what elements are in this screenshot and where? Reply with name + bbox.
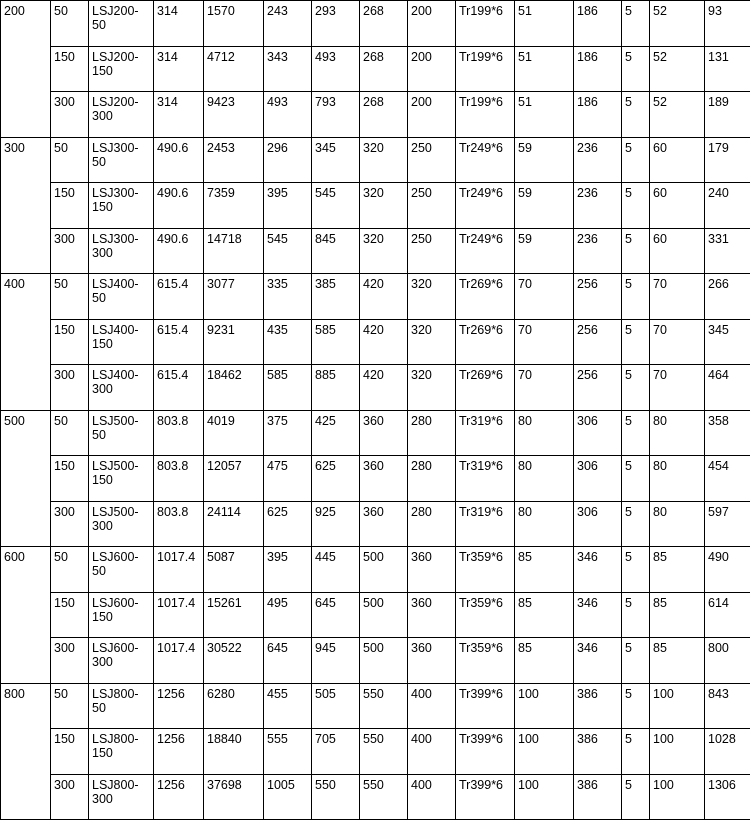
cell-weight: 266	[705, 274, 750, 320]
cell-weight: 800	[705, 638, 750, 684]
cell-area: 615.4	[154, 365, 204, 411]
cell-dim_e: 51	[515, 1, 574, 47]
cell-dim_d: 320	[408, 274, 456, 320]
cell-dim_e: 100	[515, 683, 574, 729]
cell-dim_f: 346	[574, 547, 622, 593]
cell-len_b: 705	[312, 729, 360, 775]
cell-stroke: 50	[51, 274, 89, 320]
cell-dim_g: 5	[622, 46, 650, 92]
cell-dim_c: 500	[360, 547, 408, 593]
cell-weight: 189	[705, 92, 750, 138]
cell-dim_e: 100	[515, 774, 574, 820]
cell-dim_e: 59	[515, 183, 574, 229]
cell-weight: 358	[705, 410, 750, 456]
cell-len_a: 395	[264, 547, 312, 593]
cell-thread: Tr319*6	[456, 501, 515, 547]
cell-dim_d: 250	[408, 228, 456, 274]
cell-model: LSJ600-300	[89, 638, 154, 684]
cell-dim_c: 268	[360, 92, 408, 138]
table-row	[1, 319, 750, 365]
cell-dim_h: 100	[650, 683, 705, 729]
cell-dim_f: 236	[574, 183, 622, 229]
cell-len_b: 445	[312, 547, 360, 593]
cell-weight: 331	[705, 228, 750, 274]
cell-dim_f: 236	[574, 137, 622, 183]
cell-model: LSJ600-50	[89, 547, 154, 593]
cell-dim_e: 59	[515, 137, 574, 183]
cell-dim_g: 5	[622, 592, 650, 638]
cell-len_b: 545	[312, 183, 360, 229]
cell-thread: Tr199*6	[456, 46, 515, 92]
cell-len_a: 243	[264, 1, 312, 47]
cell-model: LSJ800-150	[89, 729, 154, 775]
cell-dim_g: 5	[622, 228, 650, 274]
cell-model: LSJ400-300	[89, 365, 154, 411]
cell-dim_d: 280	[408, 501, 456, 547]
cell-force: 7359	[204, 183, 264, 229]
cell-dim_d: 360	[408, 638, 456, 684]
cell-weight: 240	[705, 183, 750, 229]
cell-stroke: 50	[51, 547, 89, 593]
cell-dim_e: 100	[515, 729, 574, 775]
cell-dim_f: 386	[574, 683, 622, 729]
cell-dim_e: 51	[515, 46, 574, 92]
cell-stroke: 300	[51, 774, 89, 820]
cell-dim_c: 320	[360, 183, 408, 229]
cell-model: LSJ800-50	[89, 683, 154, 729]
cell-model: LSJ300-300	[89, 228, 154, 274]
table-row	[1, 274, 750, 320]
cell-stroke: 300	[51, 638, 89, 684]
cell-len_b: 845	[312, 228, 360, 274]
cell-dim_c: 320	[360, 228, 408, 274]
cell-dim_h: 70	[650, 274, 705, 320]
cell-dim_g: 5	[622, 1, 650, 47]
cell-dim_d: 250	[408, 137, 456, 183]
table-row	[1, 592, 750, 638]
cell-dim_f: 186	[574, 1, 622, 47]
cell-dim_d: 400	[408, 729, 456, 775]
cell-dim_d: 400	[408, 683, 456, 729]
cell-dim_h: 60	[650, 137, 705, 183]
table-row	[1, 501, 750, 547]
cell-dim_h: 52	[650, 46, 705, 92]
cell-len_a: 375	[264, 410, 312, 456]
cell-len_a: 645	[264, 638, 312, 684]
cell-len_b: 345	[312, 137, 360, 183]
cell-len_a: 395	[264, 183, 312, 229]
cell-thread: Tr399*6	[456, 683, 515, 729]
cell-area: 1017.4	[154, 547, 204, 593]
cell-model: LSJ300-150	[89, 183, 154, 229]
cell-area: 1017.4	[154, 638, 204, 684]
cell-area: 1256	[154, 774, 204, 820]
cell-thread: Tr399*6	[456, 729, 515, 775]
group-size-cell: 800	[1, 683, 51, 820]
cell-force: 12057	[204, 456, 264, 502]
cell-dim_g: 5	[622, 274, 650, 320]
cell-len_a: 435	[264, 319, 312, 365]
cell-dim_c: 360	[360, 410, 408, 456]
cell-thread: Tr269*6	[456, 319, 515, 365]
cell-thread: Tr199*6	[456, 92, 515, 138]
cell-dim_e: 59	[515, 228, 574, 274]
cell-stroke: 50	[51, 137, 89, 183]
cell-dim_e: 70	[515, 365, 574, 411]
cell-stroke: 50	[51, 1, 89, 47]
cell-model: LSJ200-150	[89, 46, 154, 92]
cell-len_b: 945	[312, 638, 360, 684]
cell-dim_c: 550	[360, 683, 408, 729]
cell-area: 1256	[154, 683, 204, 729]
cell-stroke: 300	[51, 501, 89, 547]
cell-thread: Tr359*6	[456, 547, 515, 593]
cell-weight: 1306	[705, 774, 750, 820]
cell-model: LSJ500-150	[89, 456, 154, 502]
cell-dim_e: 80	[515, 501, 574, 547]
cell-stroke: 150	[51, 46, 89, 92]
cell-dim_c: 268	[360, 46, 408, 92]
cell-len_a: 493	[264, 92, 312, 138]
cell-dim_d: 360	[408, 592, 456, 638]
cell-thread: Tr249*6	[456, 137, 515, 183]
cell-force: 6280	[204, 683, 264, 729]
cell-dim_e: 80	[515, 456, 574, 502]
cell-dim_d: 250	[408, 183, 456, 229]
cell-model: LSJ200-50	[89, 1, 154, 47]
cell-len_b: 550	[312, 774, 360, 820]
cell-dim_g: 5	[622, 137, 650, 183]
cell-len_b: 645	[312, 592, 360, 638]
cell-len_b: 385	[312, 274, 360, 320]
cell-dim_g: 5	[622, 92, 650, 138]
cell-model: LSJ300-50	[89, 137, 154, 183]
cell-dim_d: 360	[408, 547, 456, 593]
table-row	[1, 683, 750, 729]
cell-dim_h: 52	[650, 1, 705, 47]
cell-dim_d: 400	[408, 774, 456, 820]
cell-dim_f: 256	[574, 274, 622, 320]
cell-len_a: 495	[264, 592, 312, 638]
cell-len_b: 585	[312, 319, 360, 365]
cell-dim_e: 85	[515, 547, 574, 593]
cell-dim_h: 100	[650, 729, 705, 775]
cell-dim_h: 80	[650, 501, 705, 547]
cell-force: 5087	[204, 547, 264, 593]
cell-thread: Tr249*6	[456, 228, 515, 274]
table-row	[1, 547, 750, 593]
cell-area: 490.6	[154, 228, 204, 274]
cell-dim_c: 550	[360, 729, 408, 775]
cell-stroke: 150	[51, 729, 89, 775]
cell-dim_f: 346	[574, 592, 622, 638]
cell-dim_f: 306	[574, 501, 622, 547]
cell-force: 4712	[204, 46, 264, 92]
cell-thread: Tr249*6	[456, 183, 515, 229]
table-body	[1, 1, 750, 820]
table-row	[1, 774, 750, 820]
cell-dim_d: 320	[408, 365, 456, 411]
cell-dim_f: 256	[574, 319, 622, 365]
cell-dim_c: 420	[360, 319, 408, 365]
cell-dim_g: 5	[622, 683, 650, 729]
table-row	[1, 1, 750, 47]
table-row	[1, 46, 750, 92]
cell-dim_g: 5	[622, 183, 650, 229]
cell-force: 3077	[204, 274, 264, 320]
cell-dim_g: 5	[622, 638, 650, 684]
cell-dim_g: 5	[622, 319, 650, 365]
cell-dim_g: 5	[622, 365, 650, 411]
cell-dim_h: 85	[650, 547, 705, 593]
cell-dim_c: 360	[360, 456, 408, 502]
cell-stroke: 300	[51, 228, 89, 274]
table-row	[1, 456, 750, 502]
cell-len_b: 625	[312, 456, 360, 502]
cell-len_a: 296	[264, 137, 312, 183]
cell-dim_e: 70	[515, 274, 574, 320]
cell-len_a: 475	[264, 456, 312, 502]
cell-dim_e: 80	[515, 410, 574, 456]
cell-area: 615.4	[154, 319, 204, 365]
cell-weight: 131	[705, 46, 750, 92]
cell-area: 803.8	[154, 456, 204, 502]
cell-stroke: 150	[51, 183, 89, 229]
cell-thread: Tr359*6	[456, 638, 515, 684]
cell-thread: Tr319*6	[456, 456, 515, 502]
cell-len_a: 585	[264, 365, 312, 411]
cell-dim_d: 280	[408, 456, 456, 502]
cell-dim_d: 280	[408, 410, 456, 456]
cell-weight: 454	[705, 456, 750, 502]
cell-dim_f: 236	[574, 228, 622, 274]
cell-dim_h: 70	[650, 319, 705, 365]
cell-stroke: 50	[51, 410, 89, 456]
cell-model: LSJ500-300	[89, 501, 154, 547]
cell-len_a: 555	[264, 729, 312, 775]
cell-area: 803.8	[154, 501, 204, 547]
cell-dim_e: 70	[515, 319, 574, 365]
cell-dim_h: 60	[650, 228, 705, 274]
cell-dim_e: 85	[515, 638, 574, 684]
table-row	[1, 410, 750, 456]
cell-dim_h: 85	[650, 592, 705, 638]
table-row	[1, 729, 750, 775]
cell-dim_h: 70	[650, 365, 705, 411]
cell-weight: 464	[705, 365, 750, 411]
cell-dim_f: 386	[574, 729, 622, 775]
cell-len_b: 925	[312, 501, 360, 547]
cell-area: 314	[154, 92, 204, 138]
cell-dim_d: 320	[408, 319, 456, 365]
cell-model: LSJ400-150	[89, 319, 154, 365]
cell-dim_f: 386	[574, 774, 622, 820]
cell-dim_c: 320	[360, 137, 408, 183]
cell-dim_h: 80	[650, 410, 705, 456]
cell-area: 314	[154, 46, 204, 92]
cell-dim_g: 5	[622, 774, 650, 820]
cell-weight: 345	[705, 319, 750, 365]
group-size-cell: 300	[1, 137, 51, 274]
cell-weight: 490	[705, 547, 750, 593]
cell-force: 24114	[204, 501, 264, 547]
cell-len_a: 1005	[264, 774, 312, 820]
cell-weight: 843	[705, 683, 750, 729]
cell-model: LSJ400-50	[89, 274, 154, 320]
cell-thread: Tr269*6	[456, 274, 515, 320]
cell-weight: 1028	[705, 729, 750, 775]
cell-stroke: 150	[51, 319, 89, 365]
cell-dim_c: 360	[360, 501, 408, 547]
cell-dim_f: 306	[574, 410, 622, 456]
table-row	[1, 137, 750, 183]
cell-area: 490.6	[154, 183, 204, 229]
cell-stroke: 300	[51, 92, 89, 138]
cell-thread: Tr199*6	[456, 1, 515, 47]
cell-len_b: 885	[312, 365, 360, 411]
cell-dim_h: 100	[650, 774, 705, 820]
cell-len_b: 793	[312, 92, 360, 138]
cell-dim_f: 306	[574, 456, 622, 502]
cell-stroke: 150	[51, 456, 89, 502]
cell-force: 18462	[204, 365, 264, 411]
cell-dim_c: 268	[360, 1, 408, 47]
cell-dim_f: 186	[574, 46, 622, 92]
cell-dim_c: 500	[360, 638, 408, 684]
group-size-cell: 500	[1, 410, 51, 547]
cell-dim_d: 200	[408, 1, 456, 47]
cell-force: 9423	[204, 92, 264, 138]
cell-dim_h: 85	[650, 638, 705, 684]
cell-thread: Tr269*6	[456, 365, 515, 411]
cell-dim_g: 5	[622, 501, 650, 547]
cell-area: 314	[154, 1, 204, 47]
cell-len_a: 455	[264, 683, 312, 729]
cell-dim_f: 346	[574, 638, 622, 684]
cell-dim_g: 5	[622, 410, 650, 456]
cell-weight: 93	[705, 1, 750, 47]
cell-dim_e: 85	[515, 592, 574, 638]
table-row	[1, 638, 750, 684]
cell-area: 1256	[154, 729, 204, 775]
cell-len_b: 425	[312, 410, 360, 456]
cell-model: LSJ800-300	[89, 774, 154, 820]
cell-weight: 614	[705, 592, 750, 638]
cell-force: 30522	[204, 638, 264, 684]
cell-dim_d: 200	[408, 92, 456, 138]
cell-area: 803.8	[154, 410, 204, 456]
cell-dim_g: 5	[622, 547, 650, 593]
cell-len_b: 293	[312, 1, 360, 47]
cell-dim_f: 186	[574, 92, 622, 138]
cell-force: 15261	[204, 592, 264, 638]
cell-dim_c: 500	[360, 592, 408, 638]
cell-len_a: 545	[264, 228, 312, 274]
cell-force: 9231	[204, 319, 264, 365]
cell-dim_h: 80	[650, 456, 705, 502]
cell-model: LSJ200-300	[89, 92, 154, 138]
cell-len_b: 505	[312, 683, 360, 729]
cell-force: 37698	[204, 774, 264, 820]
cell-len_a: 625	[264, 501, 312, 547]
cell-model: LSJ600-150	[89, 592, 154, 638]
group-size-cell: 400	[1, 274, 51, 411]
cell-dim_g: 5	[622, 729, 650, 775]
cell-weight: 179	[705, 137, 750, 183]
cell-force: 14718	[204, 228, 264, 274]
cell-force: 4019	[204, 410, 264, 456]
cell-area: 615.4	[154, 274, 204, 320]
cell-stroke: 300	[51, 365, 89, 411]
cell-stroke: 50	[51, 683, 89, 729]
table-row	[1, 365, 750, 411]
cell-dim_g: 5	[622, 456, 650, 502]
cell-area: 1017.4	[154, 592, 204, 638]
cell-weight: 597	[705, 501, 750, 547]
group-size-cell: 200	[1, 1, 51, 138]
cell-len_b: 493	[312, 46, 360, 92]
cell-len_a: 343	[264, 46, 312, 92]
cell-dim_f: 256	[574, 365, 622, 411]
table-row	[1, 92, 750, 138]
cell-thread: Tr319*6	[456, 410, 515, 456]
cell-dim_h: 60	[650, 183, 705, 229]
cell-thread: Tr359*6	[456, 592, 515, 638]
cell-area: 490.6	[154, 137, 204, 183]
group-size-cell: 600	[1, 547, 51, 684]
cell-stroke: 150	[51, 592, 89, 638]
cell-model: LSJ500-50	[89, 410, 154, 456]
cell-dim_h: 52	[650, 92, 705, 138]
cell-dim_e: 51	[515, 92, 574, 138]
cell-dim_c: 420	[360, 365, 408, 411]
table-row	[1, 228, 750, 274]
cell-thread: Tr399*6	[456, 774, 515, 820]
table-row	[1, 183, 750, 229]
cell-force: 18840	[204, 729, 264, 775]
cell-dim_d: 200	[408, 46, 456, 92]
cell-force: 1570	[204, 1, 264, 47]
cell-dim_c: 420	[360, 274, 408, 320]
cell-force: 2453	[204, 137, 264, 183]
cell-dim_c: 550	[360, 774, 408, 820]
cell-len_a: 335	[264, 274, 312, 320]
